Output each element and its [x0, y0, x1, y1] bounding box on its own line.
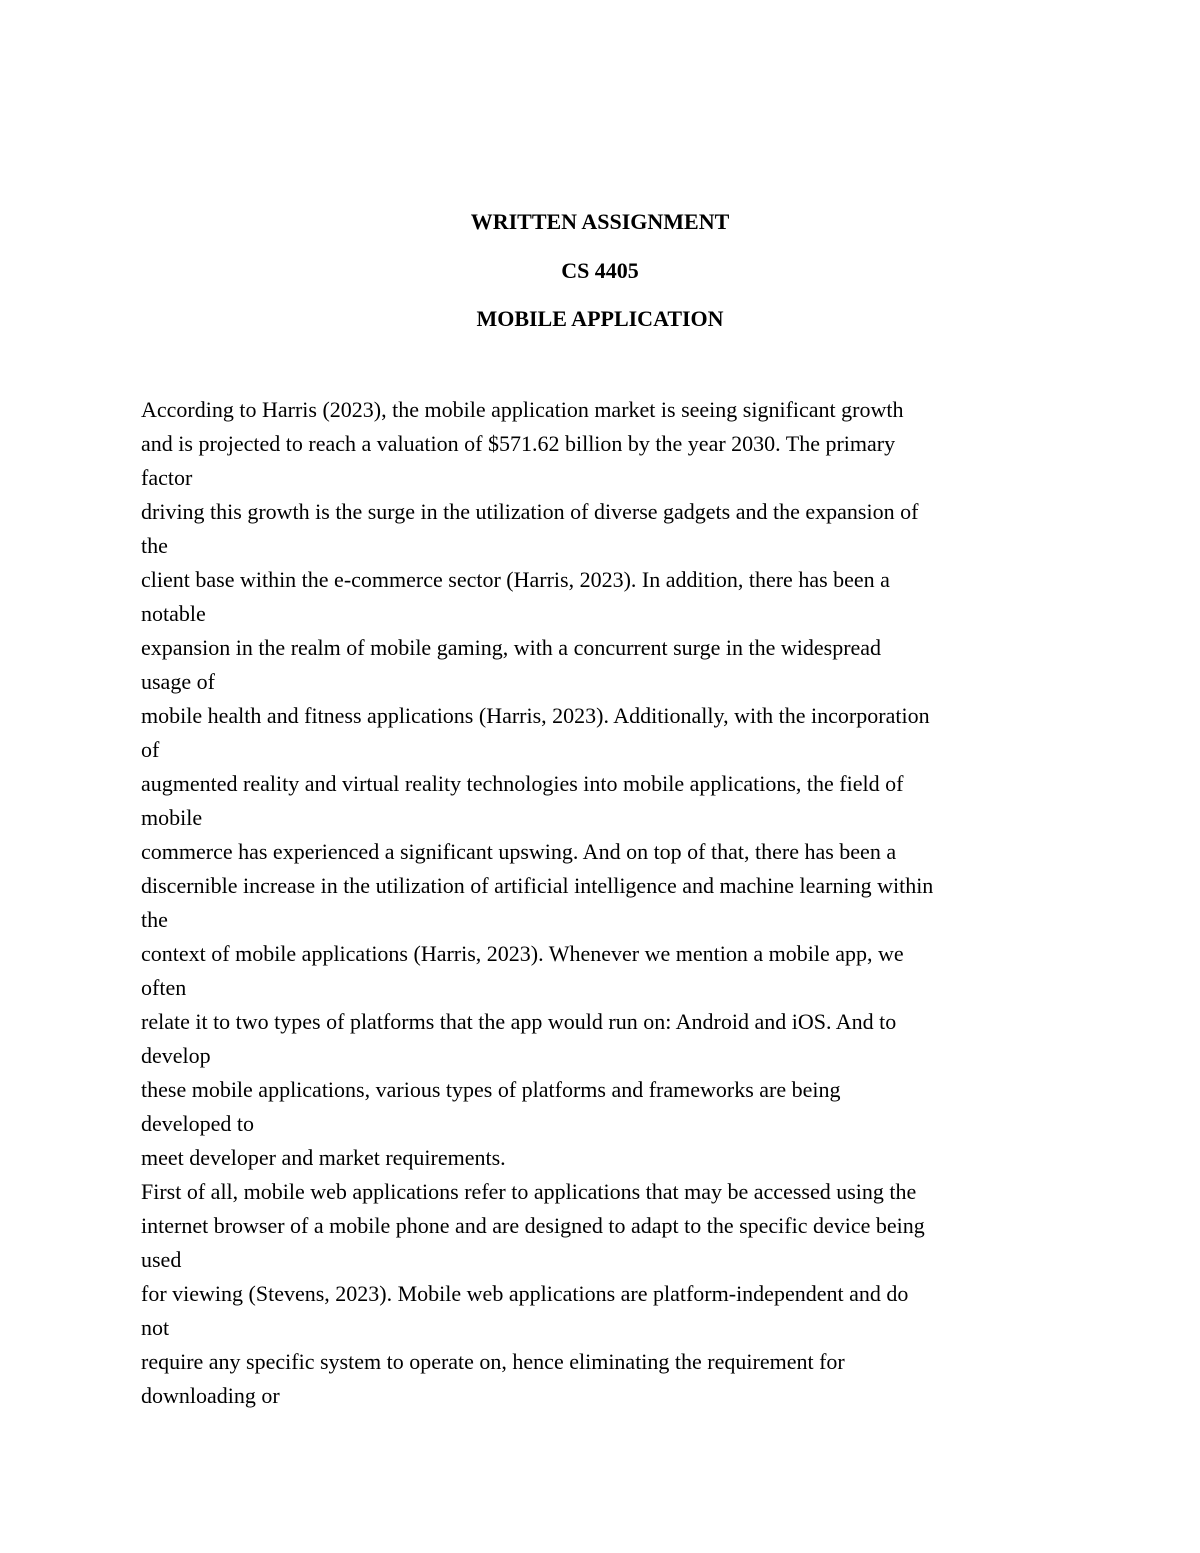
text-line: notable [141, 601, 206, 626]
text-line: not [141, 1315, 170, 1340]
text-line: augmented reality and virtual reality technologies into mobile applications, the field of [141, 771, 904, 796]
course-code: CS 4405 [561, 257, 639, 283]
text-line: the [141, 907, 168, 932]
text-line: expansion in the realm of mobile gaming, with a concurrent surge in the widespread [141, 635, 882, 660]
text-line: used [141, 1247, 182, 1272]
text-line: driving this growth is the surge in the utilization of diverse gadgets and the expansion of [141, 499, 919, 524]
text-line: According to Harris (2023), the mobile application market is seeing significant growth [141, 397, 904, 422]
text-line: client base within the e-commerce sector (Harris, 2023). In addition, there has been a [141, 567, 890, 592]
text-line: factor [141, 465, 193, 490]
text-line: for viewing (Stevens, 2023). Mobile web applications are platform-independent and do [141, 1281, 909, 1306]
text-line: usage of [141, 669, 215, 694]
text-line: commerce has experienced a significant upswing. And on top of that, there has been a [141, 839, 897, 864]
assignment-title: WRITTEN ASSIGNMENT [470, 209, 730, 234]
text-line: develop [141, 1043, 211, 1068]
text-line: First of all, mobile web applications refer to applications that may be accessed using the [141, 1179, 917, 1204]
text-line: these mobile applications, various types of platforms and frameworks are being [141, 1077, 841, 1102]
text-line: downloading or [141, 1383, 280, 1408]
text-line: relate it to two types of platforms that the app would run on: Android and iOS. And to [141, 1009, 897, 1034]
text-line: context of mobile applications (Harris, 2023). Whenever we mention a mobile app, we [141, 941, 904, 966]
text-line: the [141, 533, 168, 558]
text-line: discernible increase in the utilization of artificial intelligence and machine learning within [141, 873, 934, 898]
text-line: mobile [141, 805, 203, 830]
text-line: often [141, 975, 187, 1000]
text-line: developed to [141, 1111, 255, 1136]
text-line: meet developer and market requirements. [141, 1145, 506, 1170]
assignment-subject: MOBILE APPLICATION [476, 306, 724, 331]
text-line: and is projected to reach a valuation of $571.62 billion by the year 2030. The primary [141, 431, 896, 456]
text-line: internet browser of a mobile phone and are designed to adapt to the specific device being [141, 1213, 925, 1238]
text-line: mobile health and fitness applications (Harris, 2023). Additionally, with the incorporation [141, 703, 930, 728]
text-line: require any specific system to operate on, hence eliminating the requirement for [141, 1349, 845, 1374]
text-line: of [141, 737, 160, 762]
title-block [0, 198, 1200, 344]
body-text [141, 393, 1081, 1413]
